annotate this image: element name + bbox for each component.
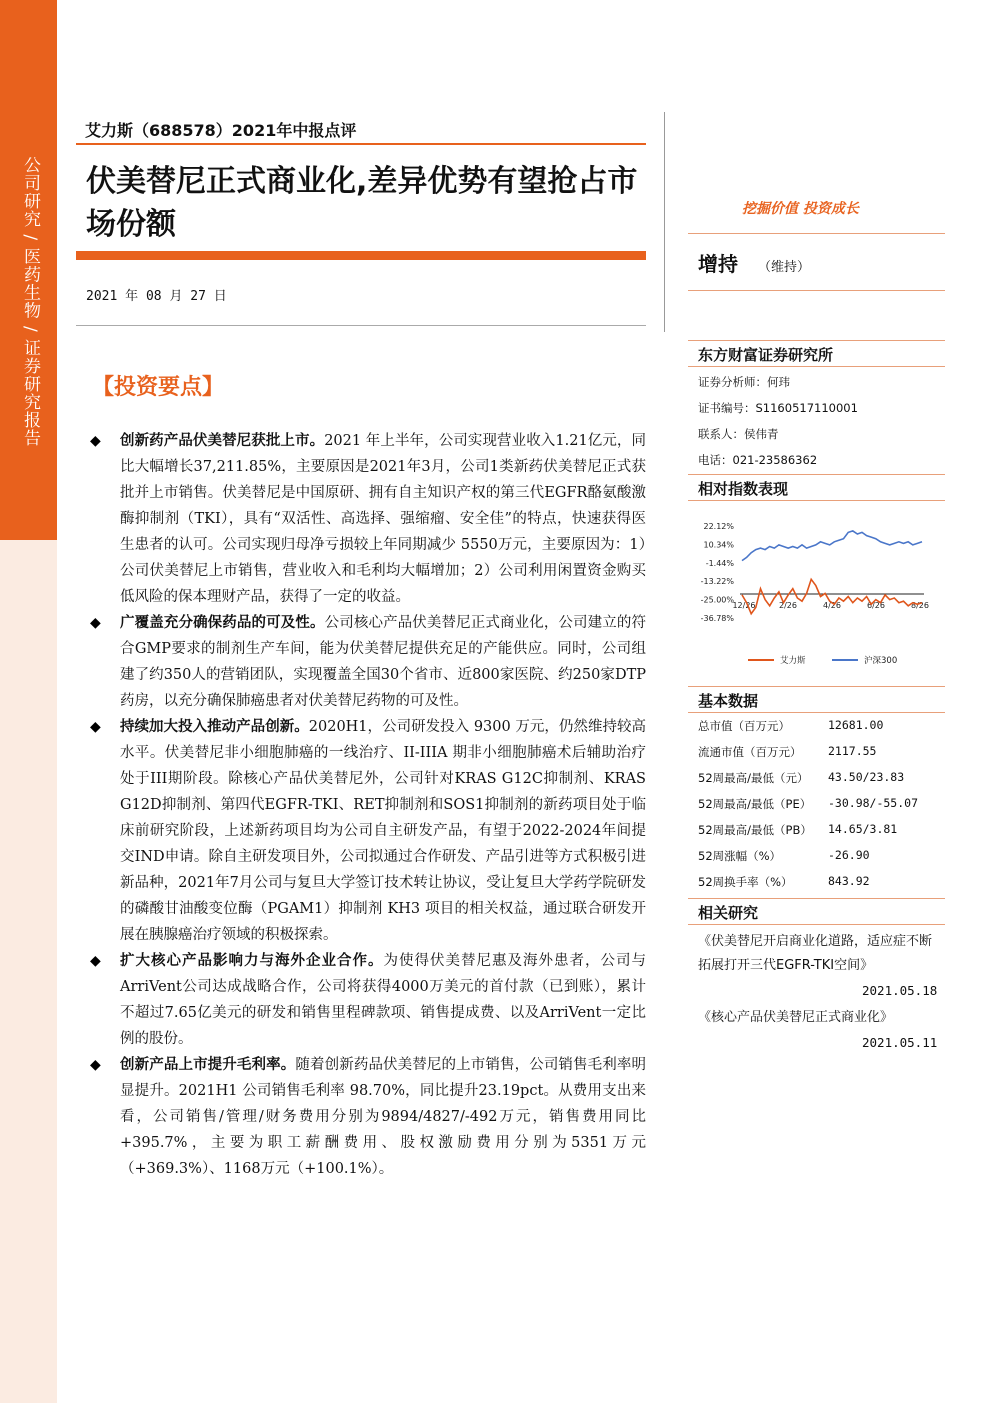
- rating-sub: （维持）: [758, 260, 811, 275]
- bullet-text: 随着创新药品伏美替尼的上市销售，公司销售毛利率明显提升。2021H1 公司销售毛利率 98.70%，同比提升23.19pct。从费用支出来看，公司销售/管理/财务费用分别为9894/4827/-492万元，销售费用同比+395.7%，主要为职工薪酬费用、股权激励费用分别为5351万元（+369.3%）、1168万元（+100.1%）。: [120, 1057, 647, 1177]
- divider: [688, 898, 945, 899]
- bullet-lead: 创新药产品伏美替尼获批上市。: [120, 432, 325, 449]
- bullet-lead: 创新产品上市提升毛利率。: [120, 1056, 296, 1073]
- bullet-text: 公司核心产品伏美替尼正式商业化，公司建立的符合GMP要求的制剂生产车间，能为伏美替尼提供充足的产能供应。同时，公司组建了约350人的营销团队，实现覆盖全国30个省市、近800家医院、约250家DTP药房，以充分确保肺癌患者对伏美替尼药物的可及性。: [120, 615, 647, 709]
- related-research-title: 相关研究: [698, 904, 759, 922]
- basic-data-value: -30.98/-55.07: [828, 796, 919, 810]
- divider: [688, 474, 945, 475]
- divider: [76, 251, 646, 260]
- report-tag: 艾力斯（688578）2021年中报点评: [85, 121, 357, 140]
- section-heading: 【投资要点】: [92, 374, 225, 400]
- divider: [76, 143, 646, 145]
- divider: [76, 325, 646, 326]
- basic-data-value: 43.50/23.83: [828, 770, 905, 784]
- cert-number: 证书编号：S1160517110001: [698, 401, 858, 415]
- analyst: 证券分析师：何玮: [698, 375, 790, 389]
- divider: [664, 112, 665, 332]
- related-report-link[interactable]: 《伏美替尼开启商业化道路，适应症不断拓展打开三代EGFR-TKI空间》: [698, 934, 933, 973]
- basic-data-row: [698, 744, 938, 770]
- diamond-icon: ◆: [90, 1057, 101, 1073]
- bullet-lead: 扩大核心产品影响力与海外企业合作。: [120, 952, 384, 969]
- institute-name: 东方财富证券研究所: [698, 346, 834, 364]
- basic-data-value: 843.92: [828, 874, 870, 888]
- basic-data-key: 52周最高/最低（PE）: [698, 797, 812, 811]
- bullet-text: 为使得伏美替尼惠及海外患者，公司与ArriVent公司达成战略合作，公司将获得4000万美元的首付款（已到账），累计不超过7.65亿美元的研发和销售里程碑款项、销售提成费、以及ArriVent一定比例的股份。: [120, 953, 646, 1047]
- diamond-icon: ◆: [90, 433, 101, 449]
- report-date: 2021 年 08 月 27 日: [86, 289, 227, 304]
- divider: [688, 366, 945, 367]
- page-title: 伏美替尼正式商业化,差异优势有望抢占市场份额: [86, 164, 638, 242]
- basic-data-title: 基本数据: [698, 692, 759, 710]
- bullet-text: 2021 年上半年，公司实现营业收入1.21亿元，同比大幅增长37,211.85%，主要原因是2021年3月，公司1类新药伏美替尼正式获批并上市销售。伏美替尼是中国原研、拥有自主知识产权的第三代EGFR酪氨酸激酶抑制剂（TKI），具有“双活性、高选择、强缩瘤、安全佳”的特点，快速获得医生患者的认可。公司实现归母净亏损较上年同期减少 5550万元，主要原因为：1）公司伏美替尼上市销售，营业收入和毛利均大幅增加；2）公司利用闲置资金购买低风险的保本理财产品，获得了一定的收益。: [120, 433, 647, 605]
- phone: 电话：021-23586362: [698, 453, 818, 467]
- diamond-icon: ◆: [90, 615, 101, 631]
- divider: [688, 686, 945, 687]
- basic-data-row: [698, 848, 938, 874]
- bullet-lead: 持续加大投入推动产品创新。: [120, 718, 309, 735]
- basic-data-row: [698, 874, 938, 900]
- series-line: [742, 531, 922, 561]
- related-report-date: 2021.05.11: [862, 1035, 938, 1050]
- basic-data-value: 12681.00: [828, 718, 884, 732]
- related-report-date: 2021.05.18: [862, 983, 938, 998]
- legend-label: 沪深300: [864, 656, 898, 666]
- bullet-item: [90, 948, 646, 1052]
- y-tick-label: -13.22%: [700, 577, 734, 587]
- legend-label: 艾力斯: [780, 656, 806, 666]
- relative-index-chart: [688, 512, 945, 672]
- divider: [688, 924, 945, 925]
- x-tick-label: 8/26: [911, 601, 929, 610]
- y-tick-label: -25.00%: [700, 595, 734, 605]
- chart-title: 相对指数表现: [698, 480, 789, 498]
- divider: [688, 712, 945, 713]
- sidebar-label: 公司研究 / 医药生物 / 证券研究报告: [20, 156, 40, 448]
- divider: [688, 340, 945, 341]
- basic-data-value: 14.65/3.81: [828, 822, 898, 836]
- basic-data-key: 52周涨幅（%）: [698, 849, 782, 863]
- basic-data-row: [698, 796, 938, 822]
- y-tick-label: -1.44%: [705, 558, 734, 568]
- divider: [688, 290, 945, 291]
- related-report-link[interactable]: 《核心产品伏美替尼正式商业化》: [698, 1010, 894, 1025]
- y-tick-label: 10.34%: [703, 540, 734, 550]
- x-tick-label: 4/26: [823, 601, 841, 610]
- basic-data-row: [698, 718, 938, 744]
- basic-data-key: 52周换手率（%）: [698, 875, 793, 889]
- divider: [688, 500, 945, 501]
- y-tick-label: 22.12%: [703, 522, 734, 531]
- basic-data-key: 流通市值（百万元）: [698, 745, 802, 759]
- slogan: 挖掘价值 投资成长: [742, 201, 859, 217]
- y-tick-label: -36.78%: [700, 614, 734, 623]
- bullet-text: 2020H1，公司研发投入 9300 万元，仍然维持较高水平。伏美替尼非小细胞肺癌的一线治疗、II-IIIA 期非小细胞肺癌术后辅助治疗处于III期阶段。除核心产品伏美替尼外，公司针对KRAS G12C抑制剂、KRAS G12D抑制剂、第四代EGFR-TKI、RET抑制剂和SOS1抑制剂的新药项目处于临床前研究阶段，上述新药项目均为公司自主研发产品，有望于2022-2024年间提交IND申请。除自主研发项目外，公司拟通过合作研发、产品引进等方式积极引进新品种，2021年7月公司与复旦大学签订技术转让协议，受让复旦大学药学院研发的磷酸甘油酸变位酶（PGAM1）抑制剂 KH3 项目的相关权益，通过联合研发开展在胰腺癌治疗领域的积极探索。: [120, 719, 647, 943]
- basic-data-key: 总市值（百万元）: [698, 719, 790, 733]
- contact: 联系人：侯伟青: [698, 427, 779, 441]
- bullet-lead: 广覆盖充分确保药品的可及性。: [120, 614, 325, 631]
- x-tick-label: 6/26: [867, 601, 885, 610]
- x-tick-label: 12/26: [732, 601, 756, 610]
- bullet-item: [90, 1052, 646, 1182]
- basic-data-value: -26.90: [828, 848, 870, 862]
- x-tick-label: 2/26: [779, 601, 797, 610]
- basic-data-row: [698, 770, 938, 796]
- basic-data-key: 52周最高/最低（PB）: [698, 823, 812, 837]
- diamond-icon: ◆: [90, 953, 101, 969]
- bullet-item: [90, 610, 646, 714]
- bullet-item: [90, 428, 646, 610]
- basic-data-key: 52周最高/最低（元）: [698, 771, 809, 785]
- investment-points: [90, 428, 646, 1182]
- rating: 增持: [698, 252, 738, 276]
- divider: [688, 233, 945, 234]
- basic-data-row: [698, 822, 938, 848]
- diamond-icon: ◆: [90, 719, 101, 735]
- bullet-item: [90, 714, 646, 948]
- basic-data-value: 2117.55: [828, 744, 877, 758]
